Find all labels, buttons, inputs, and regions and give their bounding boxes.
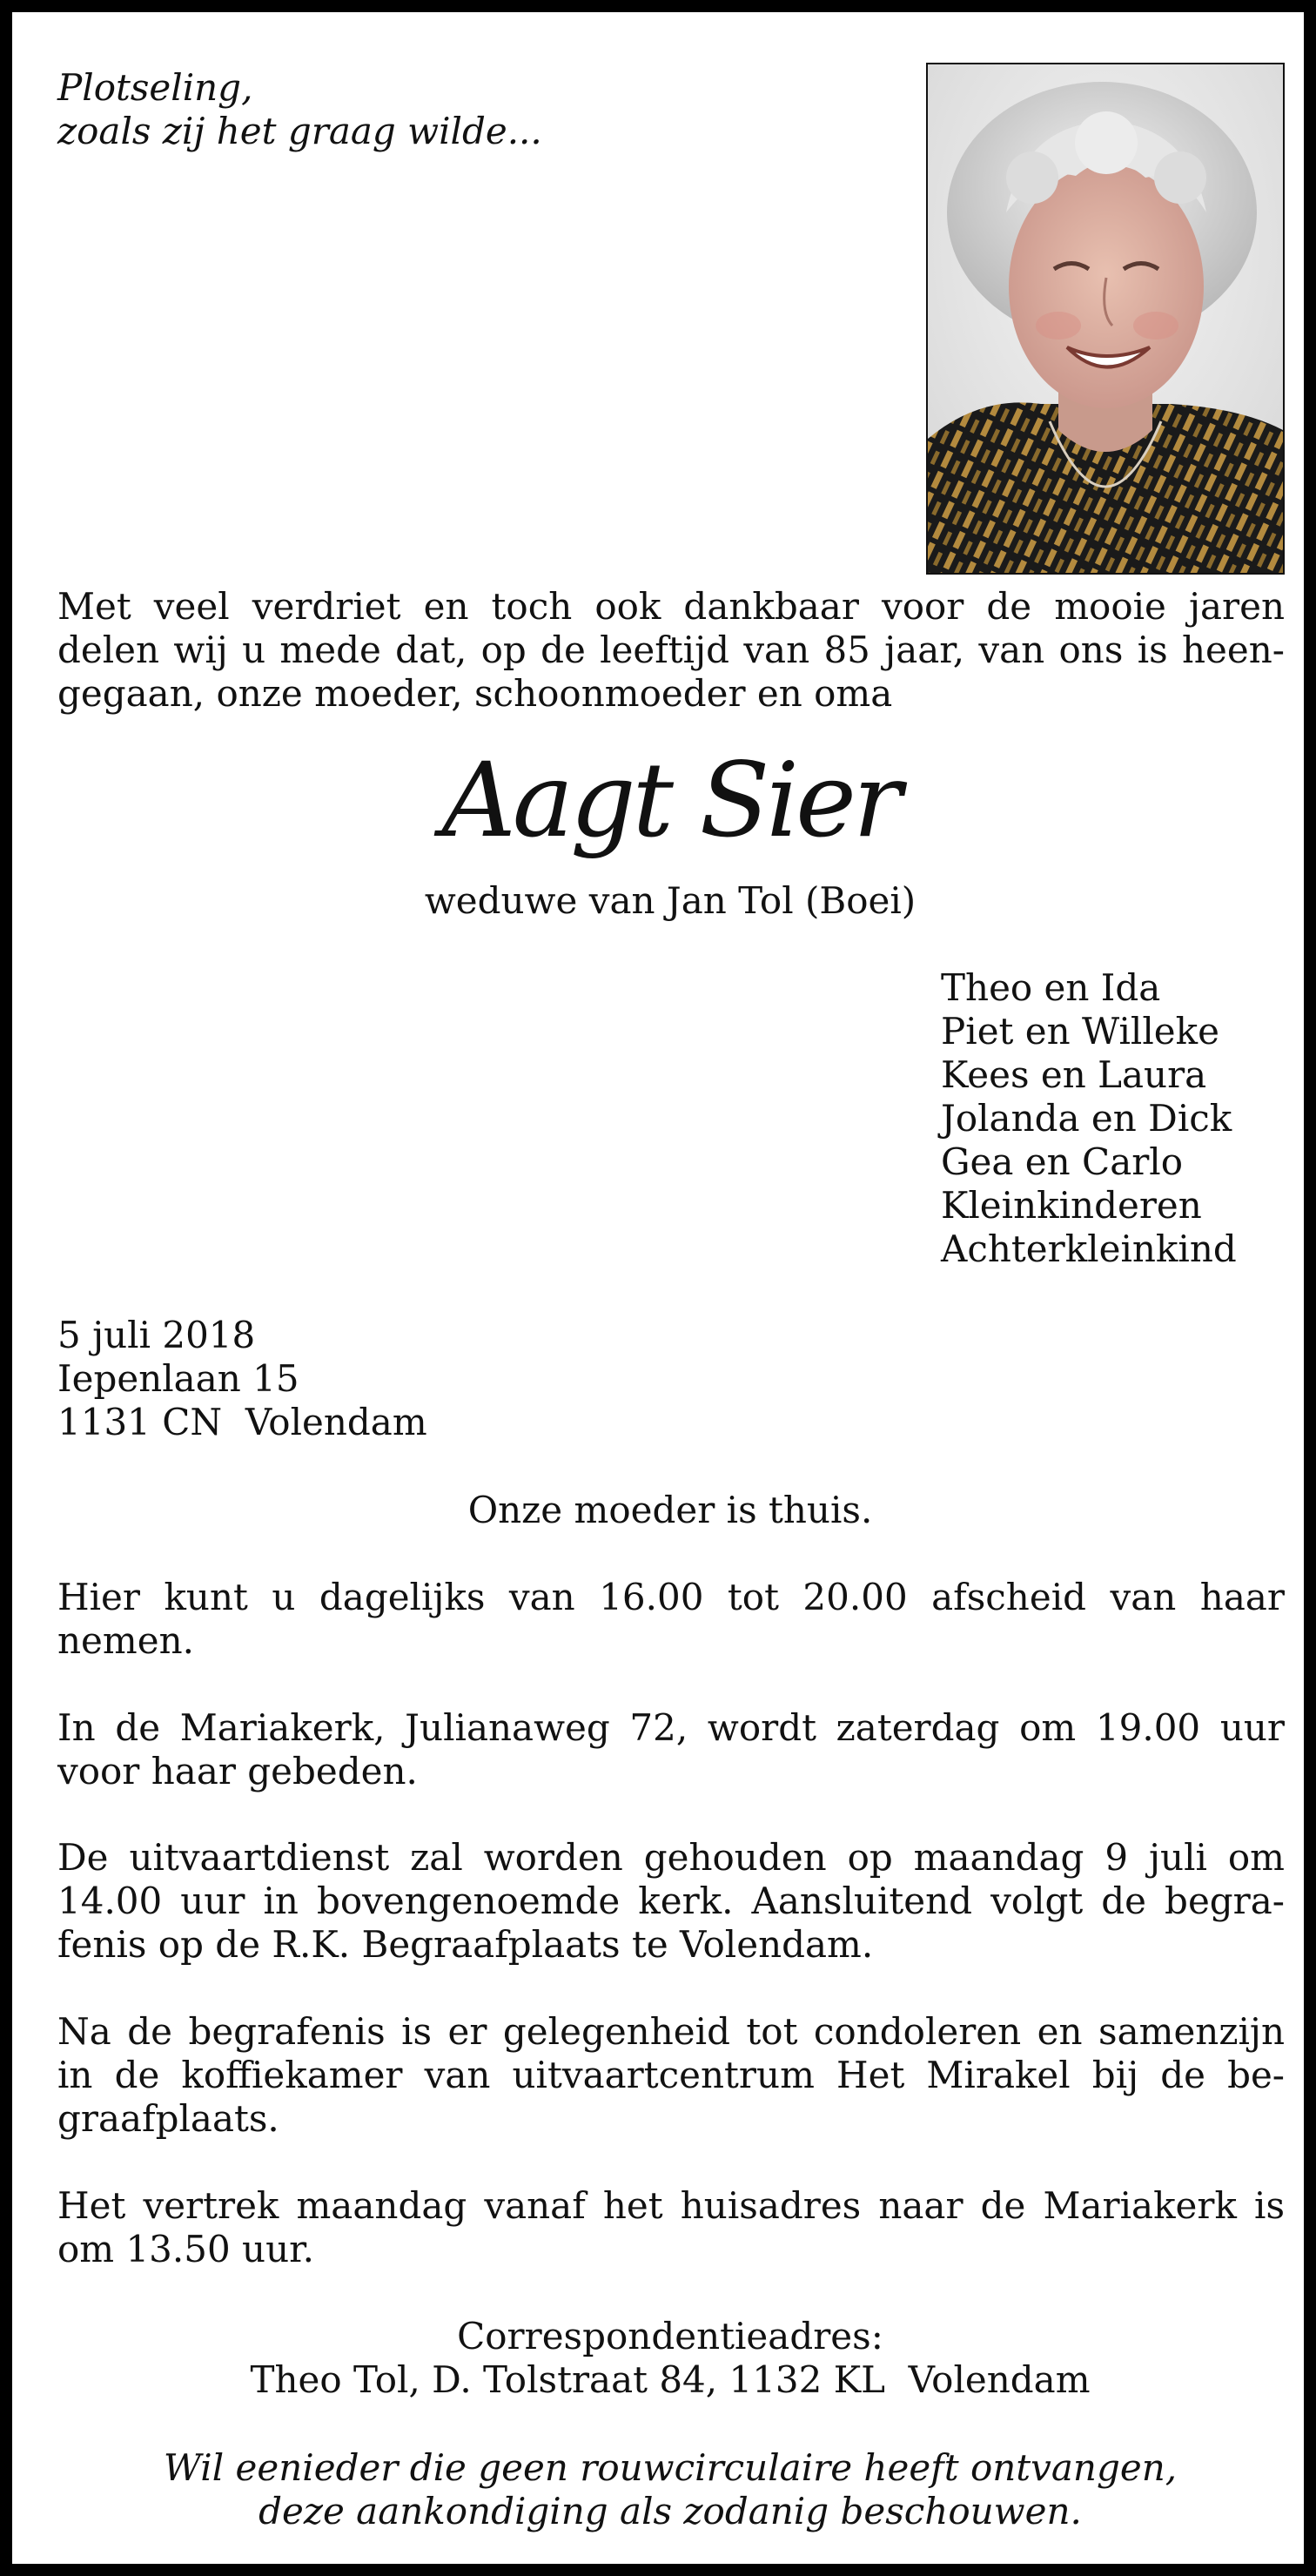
correspondence-block [12, 2315, 1316, 2402]
intro-line-1: Met veel verdriet en toch ook dankbaar voor de mooie jaren [57, 585, 1285, 628]
condolence-line-3: graafplaats. [57, 2097, 279, 2140]
church-paragraph [57, 1706, 1285, 1793]
departure-line-2: om 13.50 uur. [57, 2228, 314, 2270]
deceased-subtitle: weduwe van Jan Tol (Boei) [424, 879, 916, 922]
address-date: 5 juli 2018 [57, 1314, 256, 1356]
family-member: Kees en Laura [941, 1053, 1207, 1096]
deceased-name: Aagt Sier [441, 740, 899, 860]
correspondence-address: Theo Tol, D. Tolstraat 84, 1132 KL Volendam [250, 2358, 1091, 2401]
opening-quote [57, 66, 542, 153]
closing-note [12, 2446, 1316, 2533]
visit-line-2: nemen. [57, 1619, 194, 1662]
home-note: Onze moeder is thuis. [467, 1489, 873, 1531]
visit-paragraph [57, 1576, 1285, 1663]
family-member: Theo en Ida [941, 966, 1161, 1009]
service-line-3: fenis op de R.K. Begraafplaats te Volendam. [57, 1923, 874, 1966]
opening-line-1: Plotseling, [57, 66, 253, 109]
closing-line-2: deze aankondiging als zodanig beschouwen. [258, 2490, 1082, 2532]
church-line-1: In de Mariakerk, Julianaweg 72, wordt zaterdag om 19.00 uur [57, 1706, 1285, 1749]
church-line-2: voor haar gebeden. [57, 1750, 418, 1792]
intro-line-2: delen wij u mede dat, op de leeftijd van 85 jaar, van ons is heen- [57, 629, 1285, 671]
condolence-line-1: Na de begrafenis is er gelegenheid tot condoleren en samenzijn [57, 2010, 1285, 2053]
address-street: Iepenlaan 15 [57, 1357, 299, 1400]
portrait-photo [926, 63, 1285, 575]
condolence-paragraph [57, 2010, 1285, 2141]
family-member: Achterkleinkind [941, 1227, 1237, 1270]
departure-line-1: Het vertrek maandag vanaf het huisadres naar de Mariakerk is [57, 2184, 1285, 2227]
family-member: Kleinkinderen [941, 1184, 1202, 1227]
service-line-2: 14.00 uur in bovengenoemde kerk. Aansluitend volgt de begra- [57, 1880, 1285, 1922]
departure-paragraph [57, 2184, 1285, 2271]
correspondence-label: Correspondentieadres: [457, 2315, 883, 2357]
family-member: Piet en Willeke [941, 1010, 1219, 1053]
service-line-1: De uitvaartdienst zal worden gehouden op maandag 9 juli om [57, 1836, 1285, 1879]
intro-line-3: gegaan, onze moeder, schoonmoeder en oma [57, 672, 893, 715]
intro-paragraph [57, 585, 1285, 716]
closing-line-1: Wil eenieder die geen rouwcirculaire heeft ontvangen, [163, 2446, 1178, 2489]
opening-line-2: zoals zij het graag wilde... [57, 110, 542, 152]
condolence-line-2: in de koffiekamer van uitvaartcentrum Het Mirakel bij de be- [57, 2054, 1285, 2096]
visit-line-1: Hier kunt u dagelijks van 16.00 tot 20.00 afscheid van haar [57, 1576, 1285, 1618]
family-member: Gea en Carlo [941, 1140, 1184, 1183]
family-member: Jolanda en Dick [941, 1097, 1232, 1140]
home-address [57, 1314, 427, 1444]
family-list [941, 966, 1237, 1271]
address-city: 1131 CN Volendam [57, 1401, 427, 1443]
service-paragraph [57, 1836, 1285, 1967]
